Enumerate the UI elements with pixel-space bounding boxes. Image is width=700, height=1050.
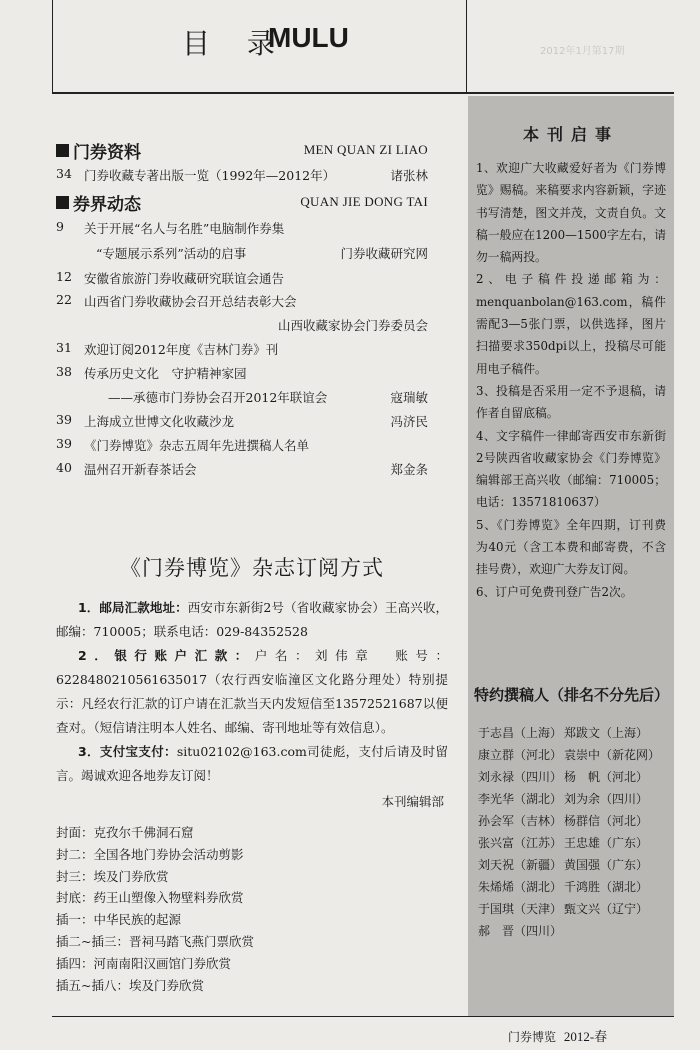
toc-author: 门券收藏研究网: [340, 246, 428, 261]
toc-page: 12: [56, 269, 72, 284]
author-row: [478, 766, 650, 788]
notice-item: 2、电子稿件投递邮箱为：menquanbolan@163.com，稿件需配3—5张门票，以供选择，图片扫描要求350dpi以上，投稿尽可能用电子稿件。: [476, 272, 666, 376]
author-name: 李光华（湖北）: [478, 792, 563, 806]
author-row: [478, 788, 650, 810]
toc-entry[interactable]: [56, 412, 428, 428]
toc-page: 40: [56, 460, 72, 475]
toc-section-men-quan: [56, 138, 428, 163]
subscription-label: 2．银行账户汇款：: [78, 648, 255, 663]
author-name: 郑跋文（上海）: [564, 726, 649, 740]
toc-entry[interactable]: [56, 340, 428, 356]
subscription-title: 《门券博览》杂志订阅方式: [120, 556, 384, 580]
toc-title: 传承历史文化 守护精神家园: [84, 366, 247, 381]
author-name: 千鸿胜（湖北）: [564, 880, 649, 894]
subscription-text: 西安市东新街2号（省收藏家协会）王高兴收，邮编：710005；联系电话：029-84352528: [56, 600, 448, 639]
author-name: 袁崇中（新花网）: [564, 748, 661, 762]
toc-author: 冯济民: [390, 414, 428, 429]
toc-title: 《门券博览》杂志五周年先进撰稿人名单: [84, 438, 310, 453]
sidebar-panel: [468, 96, 674, 1016]
toc-title: 上海成立世博文化收藏沙龙: [84, 414, 235, 429]
author-name: 康立群（河北）: [478, 748, 563, 762]
section-heading-label: 券界动态: [73, 195, 141, 215]
author-name: 孙会军（吉林）: [478, 814, 563, 828]
toc-page: 38: [56, 364, 72, 379]
subscription-item: [56, 596, 448, 644]
toc-entry[interactable]: [56, 244, 428, 260]
toc-page: 22: [56, 292, 72, 307]
subscription-item: [56, 740, 448, 788]
author-name: 刘永禄（四川）: [478, 770, 563, 784]
toc-section-quan-jie: [56, 190, 428, 215]
author-name: 王忠雄（广东）: [564, 836, 649, 850]
toc-entry[interactable]: [56, 364, 428, 380]
author-row: [478, 876, 650, 898]
author-name: 刘为余（四川）: [564, 792, 649, 806]
cover-item: 插一：中华民族的起源: [56, 912, 182, 928]
author-name: 郝 晋（四川）: [478, 924, 563, 938]
authors-list: [478, 722, 661, 942]
toc-author: 寇瑞敏: [390, 390, 428, 405]
toc-title: 关于开展“名人与名胜”电脑制作券集: [84, 221, 285, 236]
toc-page: 9: [56, 219, 64, 234]
cover-item: 封三：埃及门券欣赏: [56, 868, 169, 884]
subscription-signature: 本刊编辑部: [381, 794, 444, 809]
square-bullet-icon: [56, 144, 69, 157]
notice-item: 4、文字稿件一律邮寄西安市东新街2号陕西省收藏家协会《门券博览》编辑部王高兴收（邮编：710005；电话：13571810637）: [476, 428, 666, 510]
cover-item: 插四：河南南阳汉画馆门券欣赏: [56, 955, 232, 971]
subscription-label: 3．支付宝支付：: [78, 744, 177, 759]
section-pinyin: MEN QUAN ZI LIAO: [303, 142, 428, 157]
toc-entry[interactable]: [56, 269, 428, 285]
authors-title: 特约撰稿人（排名不分先后）: [474, 686, 670, 704]
cover-item: 封底：药王山塑像入物壁料券欣赏: [56, 890, 244, 906]
notice-item: 6、订户可免费刊登广告2次。: [476, 584, 633, 599]
author-name: 张兴富（江苏）: [478, 836, 563, 850]
cover-item: 封面：克孜尔千佛洞石窟: [56, 825, 194, 840]
footer-issue: [508, 1026, 607, 1045]
author-name: 杨 帆（河北）: [564, 770, 649, 784]
header-rule: [52, 92, 674, 94]
square-bullet-icon: [56, 196, 69, 209]
footer-rule: [52, 1016, 674, 1017]
section-pinyin: QUAN JIE DONG TAI: [300, 194, 428, 209]
toc-title: 安徽省旅游门券收藏研究联谊会通告: [84, 271, 285, 286]
cover-item: 封二：全国各地门券协会活动剪影: [56, 846, 244, 862]
toc-title-cn: 目 录: [182, 27, 289, 60]
author-name: 刘天祝（新疆）: [478, 858, 563, 872]
toc-page: 34: [56, 166, 72, 181]
toc-title: “专题展示系列”活动的启事: [96, 246, 247, 261]
subscription-item: [56, 644, 448, 740]
toc-title: 门券收藏专著出版一览（1992年—2012年）: [84, 168, 336, 183]
toc-page: 39: [56, 412, 72, 427]
ghost-issue-text: 2012年1月第17期: [540, 46, 625, 57]
author-row: [478, 832, 650, 854]
author-row: [478, 744, 661, 766]
toc-entry[interactable]: [56, 316, 428, 332]
toc-author: 郑金条: [390, 462, 428, 477]
toc-author: 山西收藏家协会门券委员会: [277, 318, 428, 333]
toc-entry[interactable]: [56, 436, 428, 452]
author-name: 杨群信（河北）: [564, 814, 649, 828]
cover-item: 插五~插八：埃及门券欣赏: [56, 977, 204, 993]
subscription-text: situ02102@163.com司徒彪，支付后请及时留言。竭诚欢迎各地券友订阅！: [56, 744, 449, 783]
top-rule: [52, 0, 53, 92]
author-name: 甄文兴（辽宁）: [564, 902, 649, 916]
subscription-label: 1．邮局汇款地址：: [78, 600, 188, 615]
author-row: [478, 920, 650, 942]
author-row: [478, 854, 650, 876]
cover-item: 插二~插三：晋祠马踏飞燕门票欣赏: [56, 933, 254, 949]
footer-issue-number: 2012-春: [563, 1029, 608, 1044]
author-name: 黄国强（广东）: [564, 858, 649, 872]
toc-entry[interactable]: [56, 219, 428, 235]
author-name: 于国琪（天津）: [478, 902, 563, 916]
author-name: 朱烯烯（湖北）: [478, 880, 563, 894]
author-row: [478, 898, 650, 920]
toc-entry[interactable]: [56, 292, 428, 308]
covers-list: [56, 822, 456, 996]
author-row: [478, 722, 650, 744]
header-divider: [466, 0, 467, 92]
toc-entry[interactable]: [56, 166, 428, 182]
notice-title: 本刊启事: [522, 125, 619, 144]
toc-entry[interactable]: [56, 388, 428, 404]
notice-list: [468, 145, 674, 603]
subscription-box: [56, 552, 448, 814]
toc-title: 温州召开新春茶话会: [84, 462, 197, 477]
subscription-text: 户名：刘伟章 账号：6228480210561635017（农行西安临潼区文化路分理处）特别提示：凡经农行汇款的订户请在汇款当天内发短信至13572521687以便查对。（短信请注明本人姓名、邮编、寄刊地址等有效信息）。: [56, 648, 448, 735]
author-name: [564, 920, 650, 942]
toc-title: 山西省门券收藏协会召开总结表彰大会: [84, 294, 297, 309]
notice-item: 3、投稿是否采用一定不予退稿，请作者自留底稿。: [476, 383, 666, 421]
toc-page: 31: [56, 340, 72, 355]
toc-title: ——承德市门券协会召开2012年联谊会: [108, 390, 328, 405]
toc-title: 欢迎订阅2012年度《吉林门券》刊: [84, 342, 279, 357]
footer-magazine: 门券博览: [508, 1030, 557, 1044]
notice-item: 1、欢迎广大收藏爱好者为《门券博览》赐稿。来稿要求内容新颖，字迹书写清楚，图文并茂，文责自负。文稿一般应在1200—1500字左右，请勿一稿两投。: [476, 161, 666, 265]
notice-item: 5、《门券博览》全年四期，订刊费为40元（含工本费和邮寄费，不含挂号费），欢迎广大券友订阅。: [476, 517, 666, 577]
toc-title-en: MULU: [268, 22, 349, 53]
author-row: [478, 810, 650, 832]
toc-entry[interactable]: [56, 460, 428, 476]
author-name: 于志昌（上海）: [478, 726, 563, 740]
toc-author: 诸张林: [390, 168, 428, 183]
section-heading-label: 门券资料: [73, 143, 141, 163]
toc-page: 39: [56, 436, 72, 451]
